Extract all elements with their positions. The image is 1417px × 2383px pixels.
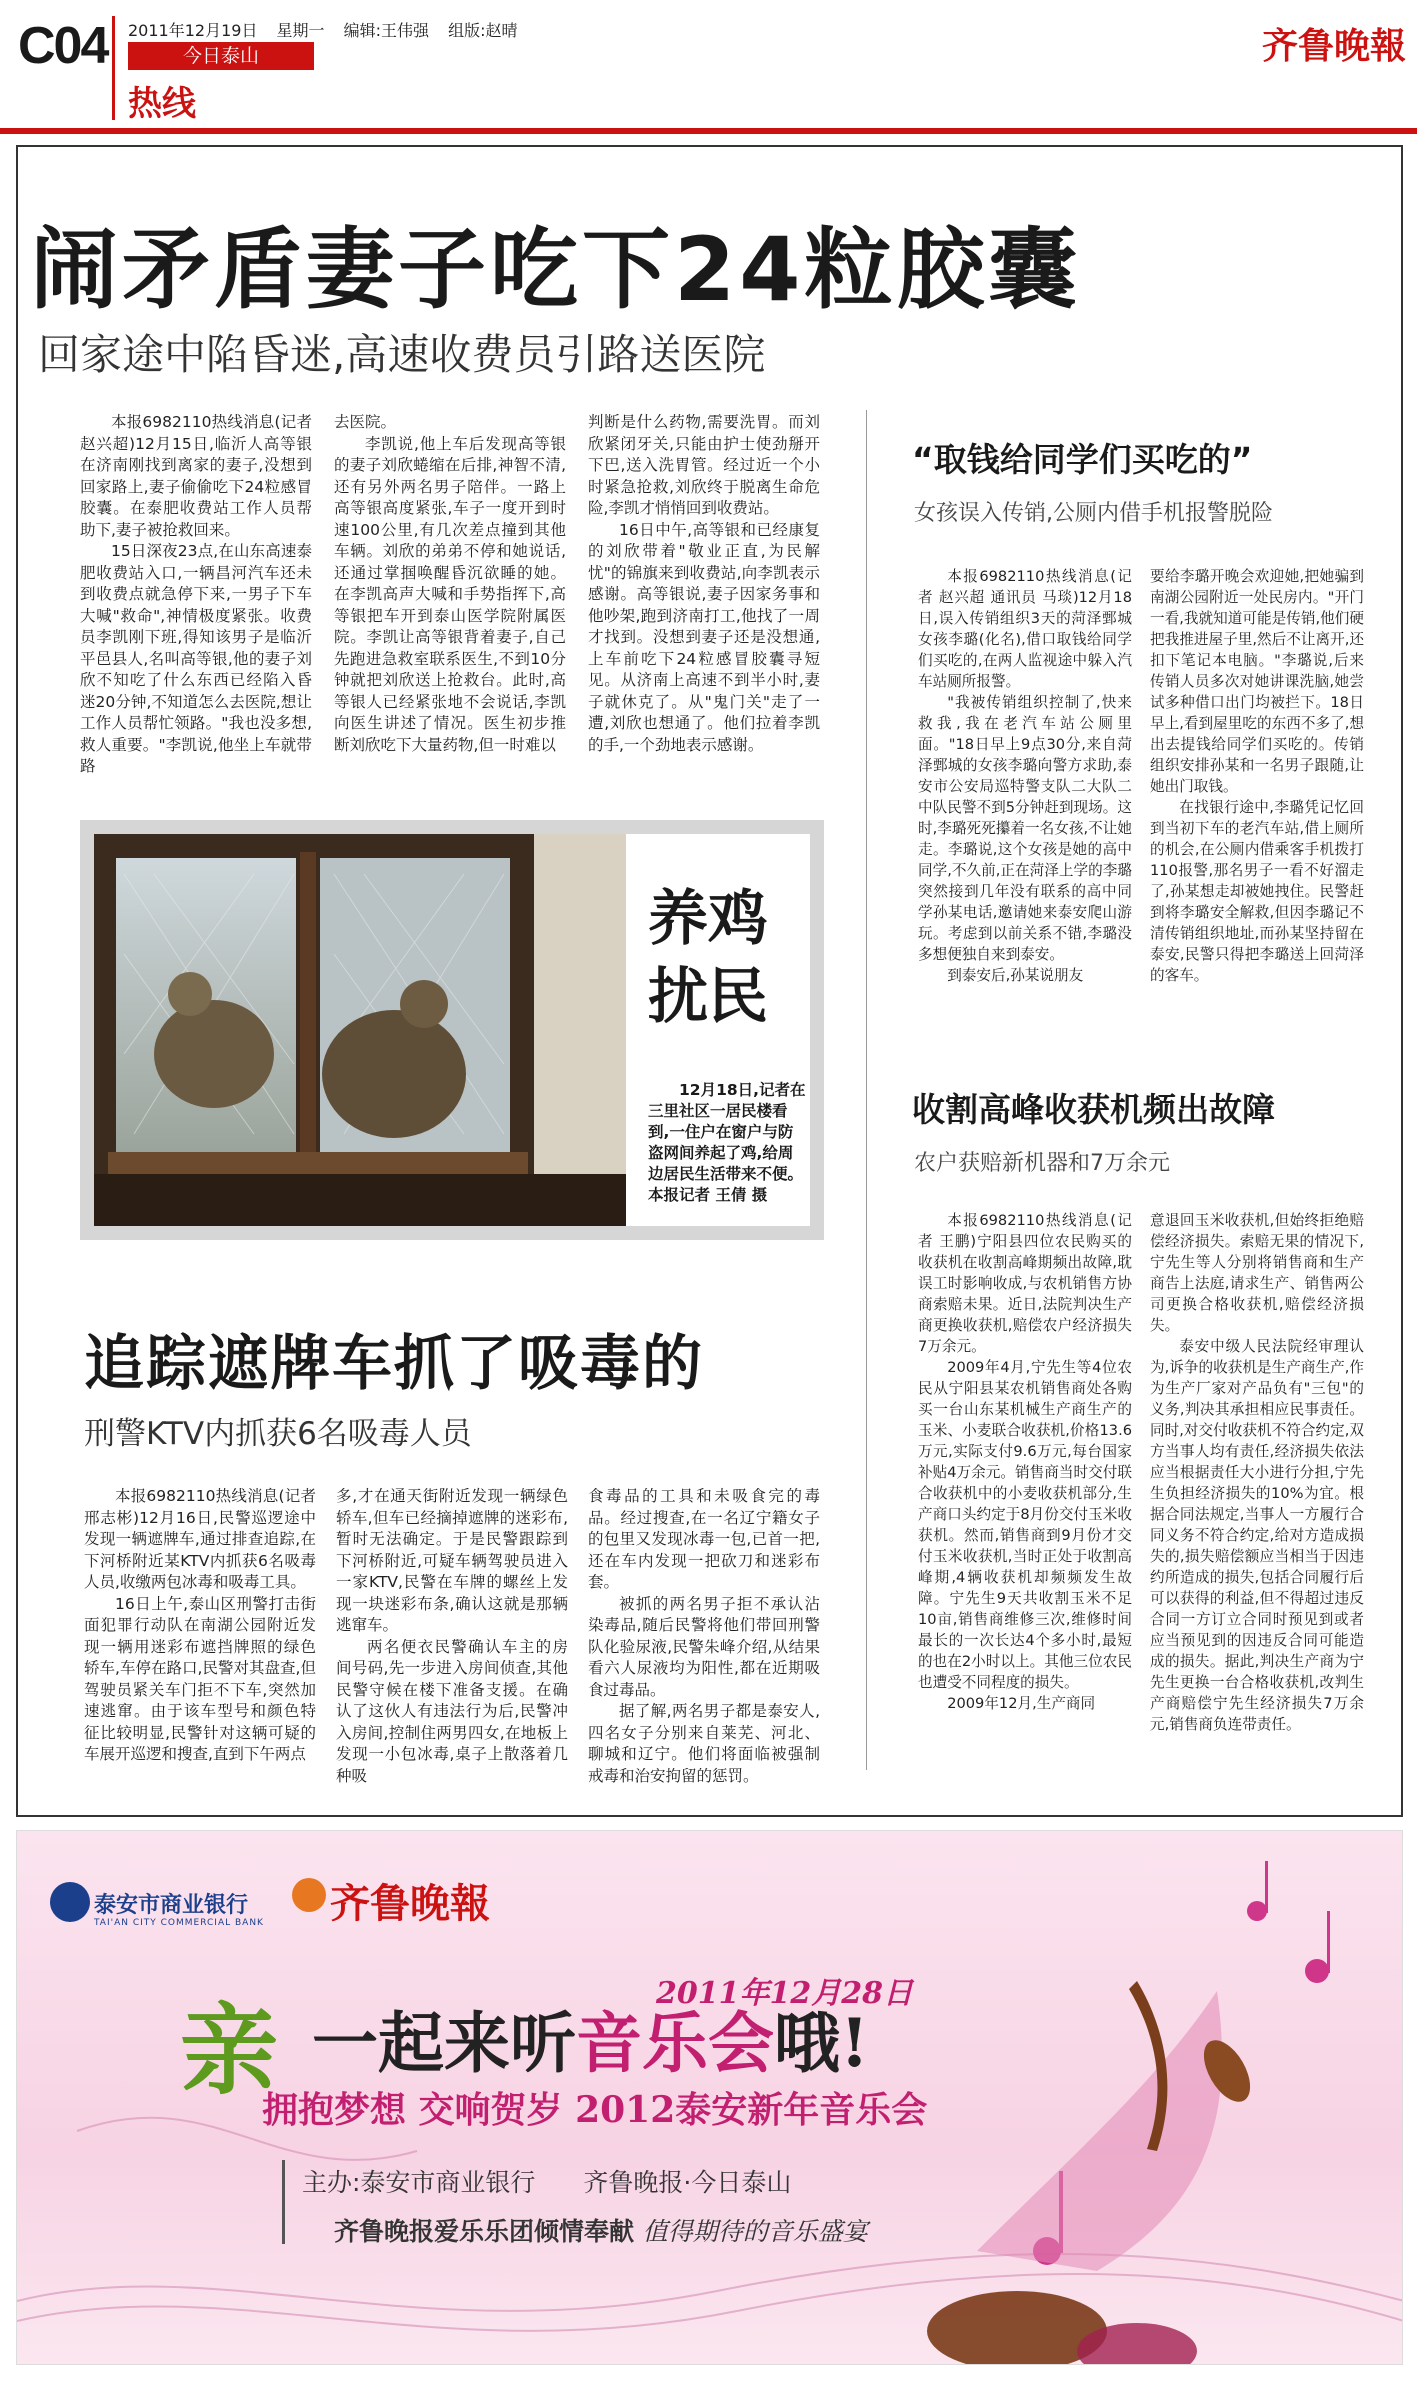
header-divider [112, 16, 115, 120]
story4-column-2 [336, 1486, 568, 1787]
photo-caption [648, 1080, 808, 1206]
paragraph: "我被传销组织控制了,快来救我,我在老汽车站公厕里面。"18日早上9点30分,来自菏泽鄄城的女孩李璐向警方求助,泰安市公安局巡特警支队二大队二中队民警不到5分钟赶到现场。这时,李璐死死攥着一名女孩,不让她走。李璐说,这个女孩是她的高中同学,不久前,正在菏泽上学的李璐突然接到几年没有联系的高中同学孙某电话,邀请她来泰安爬山游玩。考虑到以前关系不错,李璐没多想便独自来到泰安。 [918, 694, 1132, 963]
page-number: C04 [18, 17, 108, 75]
story2-column-1 [918, 566, 1132, 986]
newspaper-logo-icon [292, 1878, 326, 1912]
paragraph: 本报6982110热线消息(记者 邢志彬)12月16日,民警巡逻途中发现一辆遮牌车,通过排查追踪,在下河桥附近某KTV内抓获6名吸毒人员,收缴两包冰毒和吸毒工具。 [84, 1487, 316, 1591]
story2-column-2 [1150, 566, 1364, 986]
paragraph: 意退回玉米收获机,但始终拒绝赔偿经济损失。索赔无果的情况下,宁先生等人分别将销售商和生产商告上法庭,请求生产、销售两公司更换合格收获机,赔偿经济损失。 [1150, 1212, 1364, 1334]
paragraph: 2009年4月,宁先生等4位农民从宁阳县某农机销售商处各购买一台山东某机械生产商生产的玉米、小麦联合收获机,价格13.6万元,实际支付9.6万元,每台国家补贴4万余元。销售商当时交付联合收获机中的小麦收获机部分,生产商口头约定于8月份交付玉米收获机。然而,销售商到9月份才交付玉米收获机,当时正处于收割高峰期,4辆收获机却频频发生故障。宁先生9天共收割玉米不足10亩,销售商维修三次,维修时间最长的一次长达4个多小时,最短的也在2小时以上。其他三位农民也遭受不同程度的损失。 [918, 1359, 1132, 1691]
ad-newspaper-brand: 齐鲁晚報 [330, 1880, 490, 1927]
paragraph: 在找银行途中,李璐凭记忆回到当初下车的老汽车站,借上厕所的机会,在公厕内借乘客手机拨打110报警,那名男子一看不好溜走了,孙某想走却被她拽住。民警赶到将李璐安全解救,但因李璐记不清传销组织地址,而孙某坚持留在泰安,民警只得把李璐送上回菏泽的客车。 [1150, 799, 1364, 984]
ad-headline-b: 哦! [774, 2004, 869, 2082]
paragraph: 要给李璐开晚会欢迎她,把她骗到南湖公园附近一处民房内。"开门一看,我就知道可能是传销,他们硬把我推进屋子里,然后不让离开,还扣下笔记本电脑。"李璐说,后来传销人员多次对她讲课洗脑,她尝试多种借口出门均被拦下。18日早上,看到屋里吃的东西不多了,想出去提钱给同学们买吃的。传销组织安排孙某和一名男子跟随,让她出门取钱。 [1150, 568, 1364, 795]
lead-column-1 [80, 412, 312, 778]
host-secondary: 齐鲁晚报·今日泰山 [583, 2168, 792, 2197]
bank-logo-icon [50, 1882, 90, 1922]
newspaper-logo: 齐鲁晚報 [1262, 25, 1407, 67]
chicken-photo-image [94, 834, 626, 1226]
paragraph: 李凯说,他上车后发现高等银的妻子刘欣蜷缩在后排,神智不清,还有另外两名男子陪伴。一路上高等银高度紧张,车子一度开到时速100公里,有几次差点撞到其他车辆。刘欣的弟弟不停和她说话,还通过掌掴唤醒昏沉欲睡的她。在李凯高声大喊和手势指挥下,高等银把车开到泰山医学院附属医院。李凯让高等银背着妻子,自己先跑进急救室联系医生,不到10分钟就把刘欣送上抢救台。此时,高等银人已经紧张地不会说话,李凯向医生讲述了情况。医生初步推断刘欣吃下大量药物,但一时难以 [334, 434, 566, 754]
caption-text: 12月18日,记者在三里社区一居民楼看到,一住户在窗户与防盗网间养起了鸡,给周边居民生活带来不便。 本报记者 王倩 摄 [648, 1081, 806, 1204]
story3-column-2 [1150, 1210, 1364, 1735]
photo-title [648, 880, 768, 1036]
header-rule [0, 128, 1417, 134]
paragraph: 2009年12月,生产商同 [947, 1695, 1096, 1712]
story2-title: “取钱给同学们买吃的” [912, 440, 1253, 479]
lead-column-2 [334, 412, 566, 756]
bank-name: 泰安市商业银行 [94, 1893, 249, 1918]
section-label: 今日泰山 [128, 42, 314, 70]
issue-date: 2011年12月19日 [128, 21, 258, 40]
paragraph: 多,才在通天街附近发现一辆绿色轿车,但车已经摘掉遮牌的迷彩布,暂时无法确定。于是民警跟踪到下河桥附近,可疑车辆驾驶员进入一家KTV,民警在车牌的螺丝上发现一块迷彩布条,确认这就是那辆逃窜车。 [336, 1487, 568, 1634]
paragraph: 两名便衣民警确认车主的房间号码,先一步进入房间侦查,其他民警守候在楼下准备支援。在确认了这伙人有违法行为后,民警冲入房间,控制住两男四女,在地板上发现一小包冰毒,桌子上散落着几种吸 [336, 1637, 568, 1785]
ad-headline-highlight: 音乐会 [576, 2004, 774, 2082]
concert-date: 2011年12月28日 [656, 1976, 913, 2011]
story3-column-1 [918, 1210, 1132, 1714]
ad-bottom-b: 值得期待的音乐盛宴 [642, 2217, 868, 2246]
ad-bottom-a: 齐鲁晚报爱乐乐团倾情奉献 [334, 2217, 635, 2246]
bank-name-en: TAI'AN CITY COMMERCIAL BANK [94, 1918, 264, 1928]
paragraph: 被抓的两名男子拒不承认沾染毒品,随后民警将他们带回刑警队化验尿液,民警朱峰介绍,从结果看六人尿液均为阳性,都在近期吸食过毒品。 [588, 1594, 820, 1699]
dateline [128, 18, 532, 41]
paragraph: 食毒品的工具和未吸食完的毒品。经过搜查,在一名辽宁籍女子的包里又发现冰毒一包,已首一把,还在车内发现一把砍刀和迷彩布套。 [588, 1487, 820, 1591]
photo-title-line1: 养鸡 [648, 884, 768, 954]
lead-subhead: 回家途中陷昏迷,高速收费员引路送医院 [38, 330, 766, 379]
ad-headline [312, 1990, 869, 2085]
concert-hosts [302, 2163, 831, 2199]
ad-headline-qin: 亲 [180, 1993, 279, 2108]
photo-title-line2: 扰民 [648, 962, 768, 1032]
story4-column-1 [84, 1486, 316, 1766]
weekday: 星期一 [276, 21, 325, 40]
story2-subtitle: 女孩误入传销,公厕内借手机报警脱险 [914, 501, 1273, 526]
concert-slogan: 拥抱梦想 交响贺岁 2012泰安新年音乐会 [262, 2089, 928, 2131]
lead-column-3 [588, 412, 820, 756]
paragraph: 15日深夜23点,在山东高速泰肥收费站入口,一辆昌河汽车还未到收费点就急停下来,一男子下车大喊"救命",神情极度紧张。收费员李凯刚下班,得知该男子是临沂平邑县人,名叫高等银,他的妻子刘欣不知吃了什么东西已经陷入昏迷20分钟,不知道怎么去医院,想让工作人员帮忙领路。"我也没多想,救人重要。"李凯说,他坐上车就带路 [80, 542, 312, 775]
lead-headline: 闹矛盾妻子吃下24粒胶囊 [30, 218, 1081, 321]
paragraph: 到泰安后,孙某说朋友 [947, 967, 1084, 984]
story4-headline: 追踪遮牌车抓了吸毒的 [84, 1329, 704, 1399]
editor: 编辑:王伟强 [343, 21, 430, 40]
column-label: 热线 [128, 84, 196, 124]
paragraph: 据了解,两名男子都是泰安人,四名女子分别来自莱芜、河北、聊城和辽宁。他们将面临被强制戒毒和治安拘留的惩罚。 [588, 1702, 820, 1785]
ad-headline-a: 一起来听 [312, 2004, 576, 2082]
paragraph: 泰安中级人民法院经审理认为,诉争的收获机是生产商生产,作为生产厂家对产品负有"三包"的义务,判决其承担相应民事责任。同时,对交付收获机不符合约定,双方当事人均有责任,经济损失依法应当根据责任大小进行分担,宁先生负担经济损失的10%为宜。根据合同法规定,当事人一方履行合同义务不符合约定,给对方造成损失的,损失赔偿额应当相当于因违约所造成的损失,包括合同履行后可以获得的利益,但不得超过违反合同一方订立合同时预见到或者应当预见到的因违反合同可能造成的损失。据此,判决生产商为宁先生更换一台合格收获机,改判生产商赔偿宁先生经济损失7万余元,销售商负连带责任。 [1150, 1338, 1364, 1733]
story4-subhead: 刑警KTV内抓获6名吸毒人员 [84, 1416, 472, 1452]
story3-subtitle: 农户获赔新机器和7万余元 [914, 1151, 1170, 1176]
paragraph: 本报6982110热线消息(记者 赵兴超)12月15日,临沂人高等银在济南刚找到离家的妻子,没想到回家路上,妻子偷偷吃下24粒感冒胶囊。在泰肥收费站工作人员帮助下,妻子被抢救回来。 [80, 413, 312, 539]
ad-bottom-line [334, 2212, 868, 2248]
story4-column-3 [588, 1486, 820, 1787]
paragraph: 16日上午,泰山区刑警打击街面犯罪行动队在南湖公园附近发现一辆用迷彩布遮挡牌照的绿色轿车,车停在路口,民警对其盘查,但驾驶员紧关车门拒不下车,突然加速逃窜。由于该车型号和颜色特征比较明显,民警针对这辆可疑的车展开巡逻和搜查,直到下午两点 [84, 1594, 316, 1763]
paragraph: 判断是什么药物,需要洗胃。而刘欣紧闭牙关,只能由护士使劲掰开下巴,送入洗胃管。经过近一个小时紧急抢救,刘欣终于脱离生命危险,李凯才悄悄回到收费站。 [588, 413, 820, 517]
column-divider [866, 410, 867, 1770]
chicken-photo [94, 834, 626, 1226]
paragraph: 本报6982110热线消息(记者 赵兴超 通讯员 马琰)12月18日,误入传销组织3天的菏泽鄄城女孩李璐(化名),借口取钱给同学们买吃的,在两人监视途中躲入汽车站厕所报警。 [918, 568, 1132, 690]
story3-title: 收割高峰收获机频出故障 [912, 1090, 1275, 1129]
layout-editor: 组版:赵晴 [448, 21, 518, 40]
paragraph: 16日中午,高等银和已经康复的刘欣带着"敬业正直,为民解忧"的锦旗来到收费站,向李凯表示感谢。高等银说,妻子因家务事和他吵架,跑到济南打工,他找了一周才找到。没想到妻子还是没想通,上车前吃下24粒感冒胶囊寻短见。从济南上高速不到半小时,妻子就休克了。从"鬼门关"走了一遭,刘欣也想通了。他们拉着李凯的手,一个劲地表示感谢。 [588, 520, 820, 754]
paragraph: 去医院。 [334, 413, 397, 431]
host-primary: 主办:泰安市商业银行 [302, 2168, 536, 2197]
paragraph: 本报6982110热线消息(记者 王鹏)宁阳县四位农民购买的收获机在收割高峰期频出故障,耽误工时影响收成,与农机销售方协商索赔未果。近日,法院判决生产商更换收获机,赔偿农户经济损失7万余元。 [918, 1212, 1132, 1355]
